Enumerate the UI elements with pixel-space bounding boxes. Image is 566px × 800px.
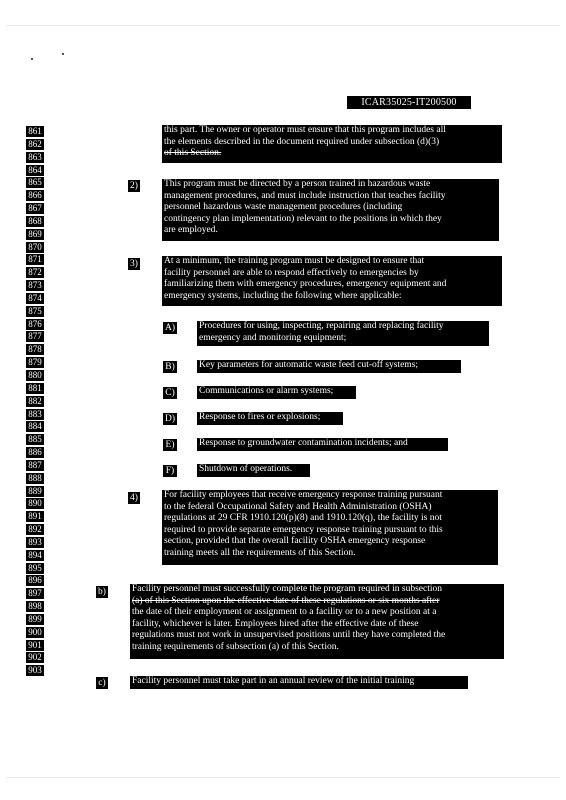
text-line: emergency and monitoring equipment; [199,332,347,343]
line-number: 895 [26,563,44,574]
subsection-label-c: c) [96,677,108,689]
text-line: Procedures for using, inspecting, repairing and replacing facility [199,321,444,331]
line-number: 870 [26,242,44,253]
text-line: are employed. [164,225,218,235]
text-line: emergency systems, including the following where applicable: [164,290,402,301]
sub-item-label-d: D) [164,414,176,424]
text-line: Response to groundwater contamination incidents; and [199,438,408,448]
top-page-rule [6,25,560,26]
line-number: 878 [26,344,44,355]
line-number: 876 [26,319,44,330]
line-number: 865 [26,177,44,188]
text-line: familiarizing them with emergency procedures, emergency equipment and [164,279,447,289]
paragraph-item-4 [162,490,498,565]
item-label-3: 3) [128,258,140,270]
sub-item-label-c: C) [163,387,177,399]
line-number: 879 [26,357,44,368]
line-number: 864 [26,165,44,176]
bottom-page-rule [6,777,560,778]
line-number: 903 [26,665,44,676]
item-label-2: 2) [128,180,140,192]
line-number: 900 [26,627,44,638]
line-number: 887 [26,460,44,471]
line-number: 880 [26,370,44,381]
line-number: 902 [26,652,44,663]
line-number: 875 [26,306,44,317]
line-number: 866 [26,190,44,201]
item-label-4: 4) [128,492,140,504]
text-line: contingency plan implementation) relevant to the positions in which they [164,213,442,224]
line-number: 898 [26,601,44,612]
sub-item-c [197,386,356,399]
paragraph-item-3 [162,256,502,306]
sub-item-label-a: A) [164,323,176,333]
text-line: facility, whichever is later. Employees hired after the effective date of these [132,618,419,629]
text-line: (a) of this Section upon the effective date of these regulations or six months after [132,595,440,606]
line-number: 872 [26,267,44,278]
line-number: 892 [26,524,44,535]
text-line: regulations must not work in unsupervised positions until they have completed the [132,630,446,640]
line-number: 891 [26,511,44,522]
text-line: At a minimum, the training program must be designed to ensure that [164,256,425,266]
text-line: Facility personnel must take part in an annual review of the initial training [132,676,415,686]
text-line: Communications or alarm systems; [199,386,334,396]
sub-item-e [197,438,448,451]
sub-item-label-b: B) [163,361,177,373]
text-line: Key parameters for automatic waste feed cut-off systems; [199,360,419,370]
line-number: 885 [26,434,44,445]
text-line: personnel hazardous waste management procedures (including [164,202,403,212]
line-number: 901 [26,640,44,651]
text-line: facility personnel are able to respond effectively to emergencies by [164,267,419,278]
line-number: 861 [26,126,44,137]
sub-item-a [197,321,489,346]
line-number: 874 [26,293,44,304]
text-line: this part. The owner or operator must ensure that this program includes all [164,125,446,135]
text-line: the elements described in the document required under subsection (d)(3) [164,136,440,147]
text-line: section, provided that the overall facility OSHA emergency response [164,536,426,546]
text-line: Shutdown of operations. [199,464,293,474]
scan-speck [31,58,33,60]
line-number: 883 [26,409,44,420]
text-line: Facility personnel must successfully complete the program required in subsection [132,584,442,594]
line-number: 877 [26,331,44,342]
line-number: 884 [26,421,44,432]
document-header-id: ICAR35025-IT200500 [347,96,471,109]
sub-item-f [197,464,310,477]
line-number: 869 [26,229,44,240]
line-number: 873 [26,280,44,291]
line-number: 888 [26,473,44,484]
line-number: 868 [26,216,44,227]
line-number: 882 [26,396,44,407]
subsection-b [130,584,504,659]
line-number: 863 [26,152,44,163]
sub-item-b [197,360,461,373]
text-line: training requirements of subsection (a) of this Section. [132,641,339,652]
continuation-paragraph [162,125,502,163]
scan-speck [62,53,64,55]
line-number: 894 [26,550,44,561]
paragraph-item-2 [162,179,499,241]
text-line: For facility employees that receive emergency response training pursuant [164,490,443,500]
text-line: Response to fires or explosions; [199,412,321,422]
subsection-c [130,676,468,689]
line-number: 871 [26,254,44,265]
subsection-label-b: b) [96,586,108,598]
line-number: 881 [26,383,44,394]
line-number: 897 [26,588,44,599]
sub-item-label-f: F) [163,465,177,477]
line-number: 862 [26,139,44,150]
line-number: 889 [26,486,44,497]
text-line: This program must be directed by a person trained in hazardous waste [164,179,431,189]
line-number: 890 [26,498,44,509]
line-number: 899 [26,614,44,625]
text-line: training meets all the requirements of this Section. [164,547,356,558]
line-number: 896 [26,575,44,586]
text-line: regulations at 29 CFR 1910.120(p)(8) and 1910.120(q), the facility is not [164,513,442,523]
sub-item-d [197,412,343,425]
sub-item-label-e: E) [163,439,177,451]
text-line: the date of their employment or assignment to a facility or to a new position at a [132,607,437,617]
text-line: management procedures, and must include instruction that teaches facility [164,190,446,201]
line-number: 867 [26,203,44,214]
text-line: of this Section. [164,148,222,158]
text-line: required to provide separate emergency response training pursuant to this [164,524,443,535]
text-line: to the federal Occupational Safety and Health Administration (OSHA) [164,501,432,512]
line-number: 893 [26,537,44,548]
line-number: 886 [26,447,44,458]
